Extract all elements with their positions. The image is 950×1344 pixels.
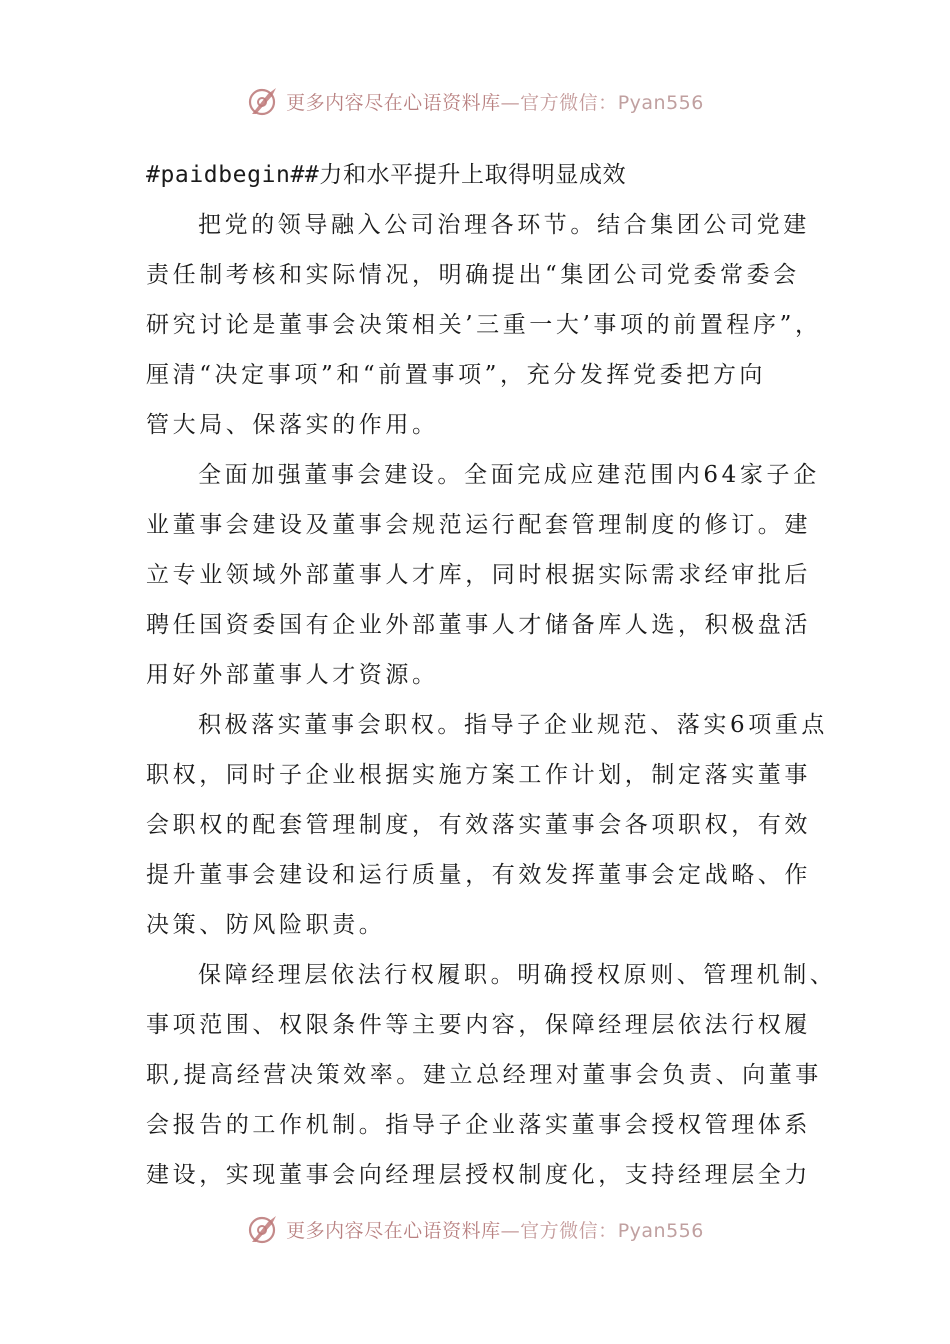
text-line: 会报告的工作机制。指导子企业落实董事会授权管理体系 bbox=[146, 1112, 811, 1138]
text-line: 会职权的配套管理制度，有效落实董事会各项职权，有效 bbox=[146, 812, 811, 838]
text-line: 业董事会建设及董事会规范运行配套管理制度的修订。建 bbox=[146, 512, 811, 538]
quill-logo-icon bbox=[246, 84, 280, 118]
paragraph-start-line: 全面加强董事会建设。全面完成应建范围内64家子企 bbox=[198, 462, 820, 488]
watermark-text: 更多内容尽在心语资料库—官方微信：Pyan556 bbox=[286, 1219, 704, 1242]
text-line: 事项范围、权限条件等主要内容，保障经理层依法行权履 bbox=[146, 1012, 811, 1038]
text-line: 责任制考核和实际情况，明确提出“集团公司党委常委会 bbox=[146, 262, 800, 288]
text-line: 提升董事会建设和运行质量，有效发挥董事会定战略、作 bbox=[146, 862, 811, 888]
text-line: 厘清“决定事项”和“前置事项”，充分发挥党委把方向 bbox=[146, 362, 767, 388]
text-line: 研究讨论是董事会决策相关’三重一大’事项的前置程序”， bbox=[146, 312, 822, 338]
watermark-text: 更多内容尽在心语资料库—官方微信：Pyan556 bbox=[286, 91, 704, 114]
text-line: 建设，实现董事会向经理层授权制度化，支持经理层全力 bbox=[146, 1162, 811, 1188]
document-body bbox=[146, 150, 837, 1200]
text-line: 管大局、保落实的作用。 bbox=[146, 412, 439, 438]
text-line: #paidbegin##力和水平提升上取得明显成效 bbox=[146, 162, 627, 188]
footer-watermark bbox=[0, 1212, 950, 1246]
text-line: 决策、防风险职责。 bbox=[146, 912, 386, 938]
text-line: 职,提高经营决策效率。建立总经理对董事会负责、向董事 bbox=[146, 1062, 822, 1088]
quill-logo-icon bbox=[246, 1212, 280, 1246]
paragraph-start-line: 把党的领导融入公司治理各环节。结合集团公司党建 bbox=[198, 212, 810, 238]
text-line: 聘任国资委国有企业外部董事人才储备库人选，积极盘活 bbox=[146, 612, 811, 638]
paragraph-start-line: 积极落实董事会职权。指导子企业规范、落实6项重点 bbox=[198, 712, 829, 738]
header-watermark bbox=[0, 84, 950, 118]
text-line: 立专业领域外部董事人才库，同时根据实际需求经审批后 bbox=[146, 562, 811, 588]
paragraph-start-line: 保障经理层依法行权履职。明确授权原则、管理机制、 bbox=[198, 962, 837, 988]
text-line: 职权，同时子企业根据实施方案工作计划，制定落实董事 bbox=[146, 762, 811, 788]
text-line: 用好外部董事人才资源。 bbox=[146, 662, 439, 688]
